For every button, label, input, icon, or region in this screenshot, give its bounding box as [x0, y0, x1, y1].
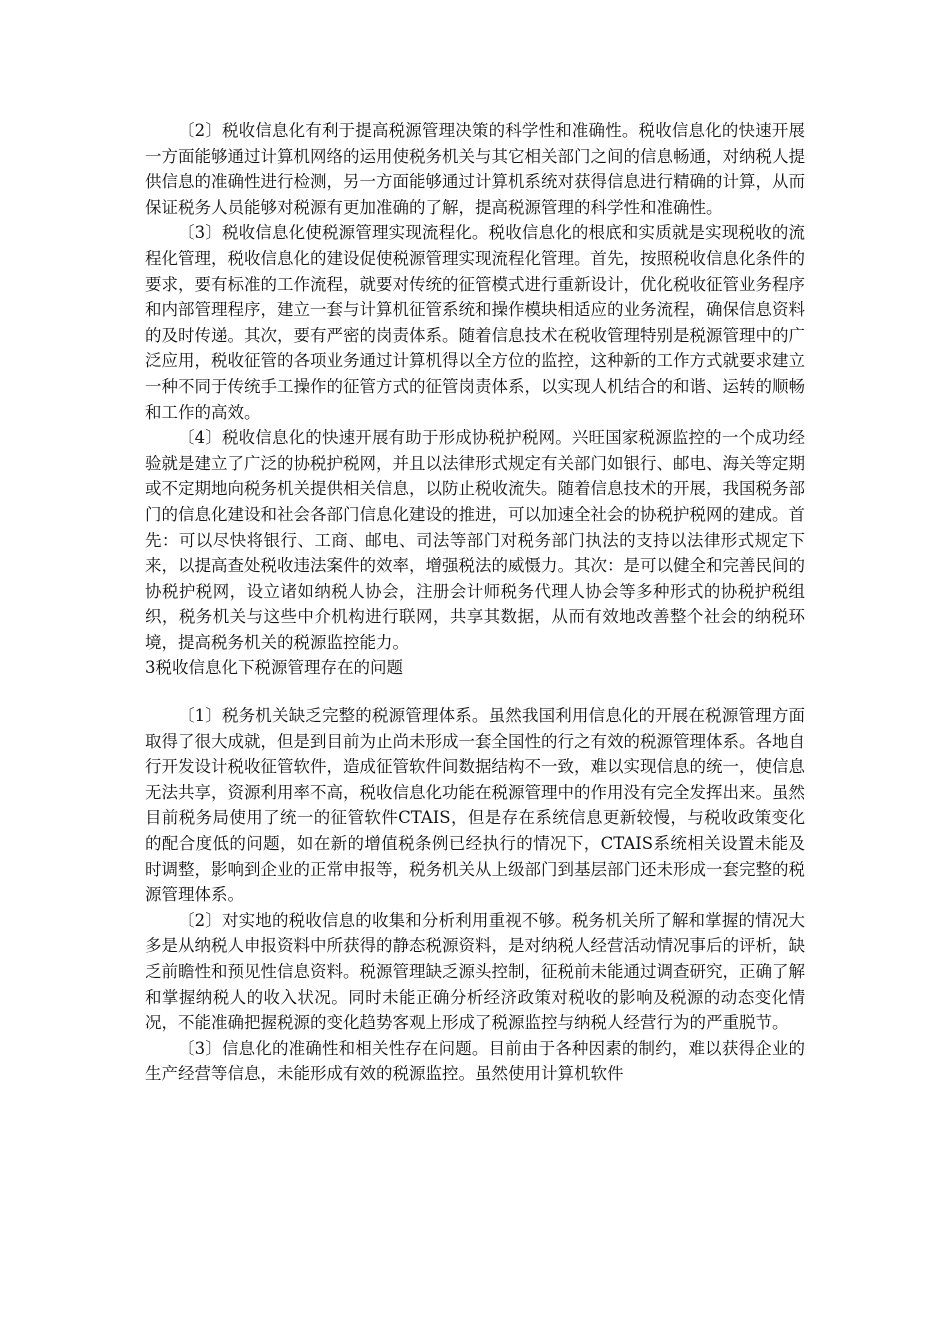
- document-page: [145, 118, 805, 1087]
- paragraph-benefit-3: 〔3〕税收信息化使税源管理实现流程化。税收信息化的根底和实质就是实现税收的流程化管理，税收信息化的建设促使税源管理实现流程化管理。首先，按照税收信息化条件的要求，要有标准的工作流程，就要对传统的征管模式进行重新设计，优化税收征管业务程序和内部管理程序，建立一套与计算机征管系统和操作模块相适应的业务流程，确保信息资料的及时传递。其次，要有严密的岗责体系。随着信息技术在税收管理特别是税源管理中的广泛应用，税收征管的各项业务通过计算机得以全方位的监控，这种新的工作方式就要求建立一种不同于传统手工操作的征管方式的征管岗责体系，以实现人机结合的和谐、运转的顺畅和工作的高效。: [145, 223, 805, 422]
- section-heading: 3税收信息化下税源管理存在的问题: [145, 658, 403, 678]
- paragraph-benefit-4: 〔4〕税收信息化的快速开展有助于形成协税护税网。兴旺国家税源监控的一个成功经验就是建立了广泛的协税护税网，并且以法律形式规定有关部门如银行、邮电、海关等定期或不定期地向税务机关提供相关信息，以防止税收流失。随着信息技术的开展，我国税务部门的信息化建设和社会各部门信息化建设的推进，可以加速全社会的协税护税网的建成。首先：可以尽快将银行、工商、邮电、司法等部门对税务部门执法的支持以法律形式规定下来，以提高查处税收违法案件的效率，增强税法的威慑力。其次：是可以健全和完善民间的协税护税网，设立诸如纳税人协会，注册会计师税务代理人协会等多种形式的协税护税组织，税务机关与这些中介机构进行联网，共享其数据，从而有效地改善整个社会的纳税环境，提高税务机关的税源监控能力。: [145, 428, 805, 652]
- paragraph-problem-1: 〔1〕税务机关缺乏完整的税源管理体系。虽然我国利用信息化的开展在税源管理方面取得了很大成就，但是到目前为止尚未形成一套全国性的行之有效的税源管理体系。各地自行开发设计税收征管软件，造成征管软件间数据结构不一致，难以实现信息的统一，使信息无法共享，资源利用率不高，税收信息化功能在税源管理中的作用没有完全发挥出来。虽然目前税务局使用了统一的征管软件CTAIS，但是存在系统信息更新较慢，与税收政策变化的配合度低的问题，如在新的增值税条例已经执行的情况下，CTAIS系统相关设置未能及时调整，影响到企业的正常申报等，税务机关从上级部门到基层部门还未形成一套完整的税源管理体系。: [145, 706, 805, 905]
- paragraph-benefit-2: 〔2〕税收信息化有利于提高税源管理决策的科学性和准确性。税收信息化的快速开展一方面能够通过计算机网络的运用使税务机关与其它相关部门之间的信息畅通，对纳税人提供信息的准确性进行检测，另一方面能够通过计算机系统对获得信息进行精确的计算，从而保证税务人员能够对税源有更加准确的了解，提高税源管理的科学性和准确性。: [145, 121, 805, 217]
- paragraph-problem-2: 〔2〕对实地的税收信息的收集和分析利用重视不够。税务机关所了解和掌握的情况大多是从纳税人申报资料中所获得的静态税源资料，是对纳税人经营活动情况事后的评析，缺乏前瞻性和预见性信息资料。税源管理缺乏源头控制，征税前未能通过调查研究，正确了解和掌握纳税人的收入状况。同时未能正确分析经济政策对税收的影响及税源的动态变化情况，不能准确把握税源的变化趋势客观上形成了税源监控与纳税人经营行为的严重脱节。: [145, 910, 805, 1033]
- paragraph-problem-3: 〔3〕信息化的准确性和相关性存在问题。目前由于各种因素的制约，难以获得企业的生产经营等信息，未能形成有效的税源监控。虽然使用计算机软件: [145, 1038, 805, 1084]
